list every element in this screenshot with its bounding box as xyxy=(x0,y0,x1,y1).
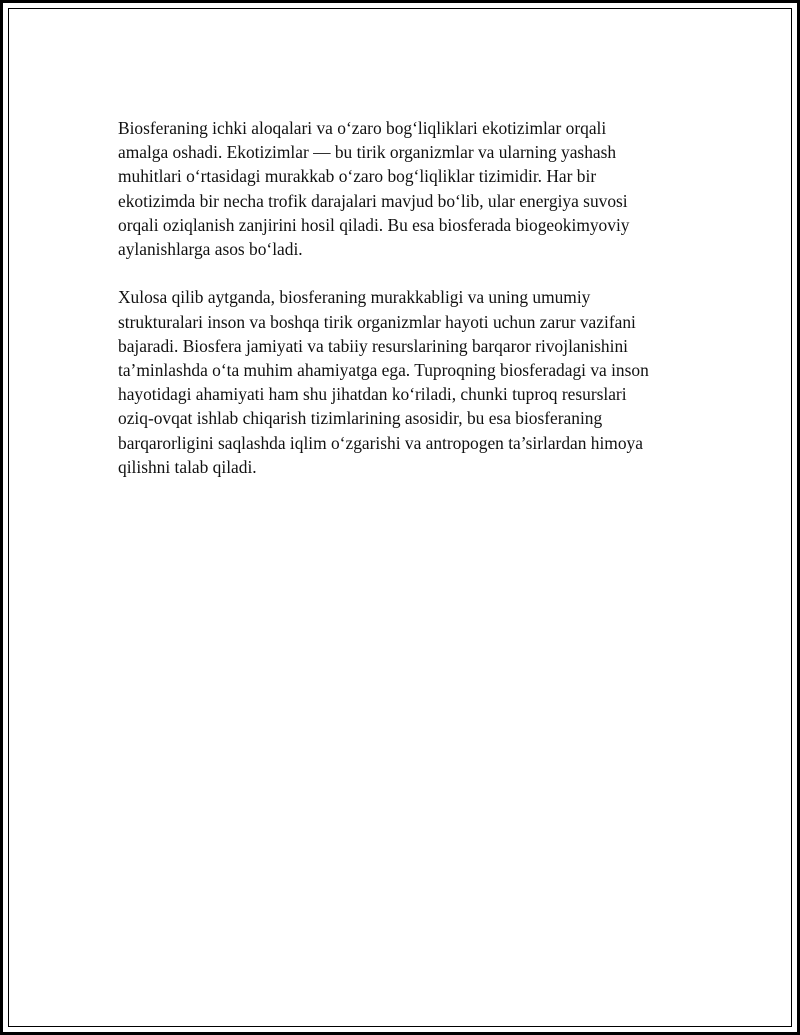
paragraph-conclusion: Xulosa qilib aytganda, biosferaning murakkabligi va uning umumiy strukturalari inson va boshqa tirik organizmlar hayoti uchun zarur vazifani bajaradi. Biosfera jamiyati va tabiiy resurslarining barqaror rivojlanishini ta’minlashda o‘ta muhim ahamiyatga ega. Tuproqning biosferadagi va inson hayotidagi ahamiyati ham shu jihatdan ko‘riladi, chunki tuproq resurslari oziq-ovqat ishlab chiqarish tizimlarining asosidir, bu esa biosferaning barqarorligini saqlashda iqlim o‘zgarishi va antropogen ta’sirlardan himoya qilishni talab qiladi. xyxy=(118,287,649,477)
document-body xyxy=(118,116,698,479)
paragraph-ecosystems: Biosferaning ichki aloqalari va o‘zaro bog‘liqliklari ekotizimlar orqali amalga oshadi. Ekotizimlar — bu tirik organizmlar va ularning yashash muhitlari o‘rtasidagi murakkab o‘zaro bog‘liqliklar tizimidir. Har bir ekotizimda bir necha trofik darajalari mavjud bo‘lib, ular energiya suvosi orqali oziqlanish zanjirini hosil qiladi. Bu esa biosferada biogeokimyoviy aylanishlarga asos bo‘ladi. xyxy=(118,118,630,260)
